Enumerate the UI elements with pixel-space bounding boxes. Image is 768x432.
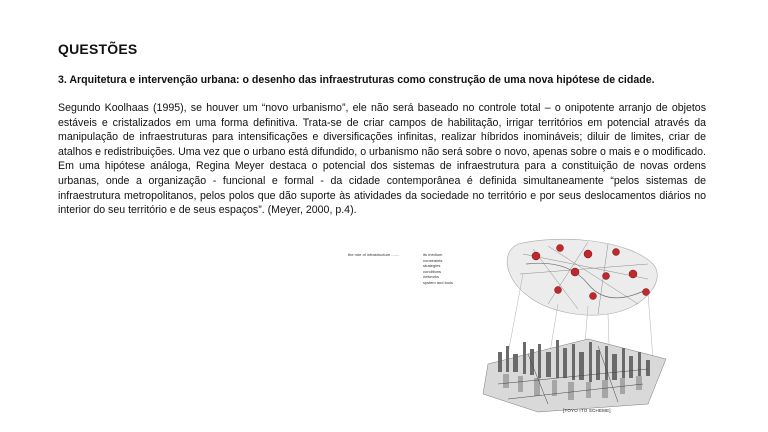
node-marker xyxy=(584,250,592,258)
diagram-item: its medium xyxy=(423,252,443,257)
diagram-label: the role of infrastructure ....... xyxy=(348,252,400,257)
node-marker xyxy=(571,268,579,276)
diagram-item: constraints xyxy=(423,257,443,263)
node-marker xyxy=(613,249,620,256)
page-heading: QUESTÕES xyxy=(58,41,138,57)
body-paragraph: Segundo Koolhaas (1995), se houver um “novo urbanismo”, ele não será baseado no controle total – o onipotente arranjo de objetos estáveis e cristalizados em uma forma definitiva. Trata-se de criar campos de habilitação, irrigar territórios em potencial através da manipulação de infraestruturas para intensificações e diversificações infinitas, realizar híbridos inomináveis; diluir de limites, criar de atalhos e redistribuições. Uma vez que o urbano está difundido, o urbanismo não será sobre o novo, apenas sobre o mais e o modificado. Em uma hipótese análoga, Regina Meyer destaca o potencial dos sistemas de infraestrutura para a constituição de novas ordens urbanas, onde a organização - funcional e formal - da cidade contemporânea é definida simultaneamente “pelos sistemas de infraestrutura metropolitanos, pelos polos que dão suporte às atividades da sociedade no território e por seus deslocamentos diários no interior do seu território e de seus espaços”. (Meyer, 2000, p.4). xyxy=(58,102,706,217)
node-marker xyxy=(557,245,564,252)
diagram-item: networks xyxy=(423,274,440,279)
node-marker xyxy=(643,289,650,296)
city-layer xyxy=(483,339,666,412)
diagram-item: conditions xyxy=(423,268,442,274)
infrastructure-diagram xyxy=(348,234,668,424)
node-marker xyxy=(603,273,610,280)
urban-scheme-illustration xyxy=(348,234,668,424)
diagram-item: system and tools xyxy=(423,279,454,285)
node-marker xyxy=(590,293,597,300)
figure-caption: [TOYO ITO SCHEME] xyxy=(563,408,611,413)
diagram-item: strategies xyxy=(423,263,441,268)
node-marker xyxy=(555,287,562,294)
section-subtitle: 3. Arquitetura e intervenção urbana: o desenho das infraestruturas como construção de uma nova hipótese de cidade. xyxy=(58,74,655,86)
node-marker xyxy=(629,270,637,278)
node-marker xyxy=(532,252,540,260)
